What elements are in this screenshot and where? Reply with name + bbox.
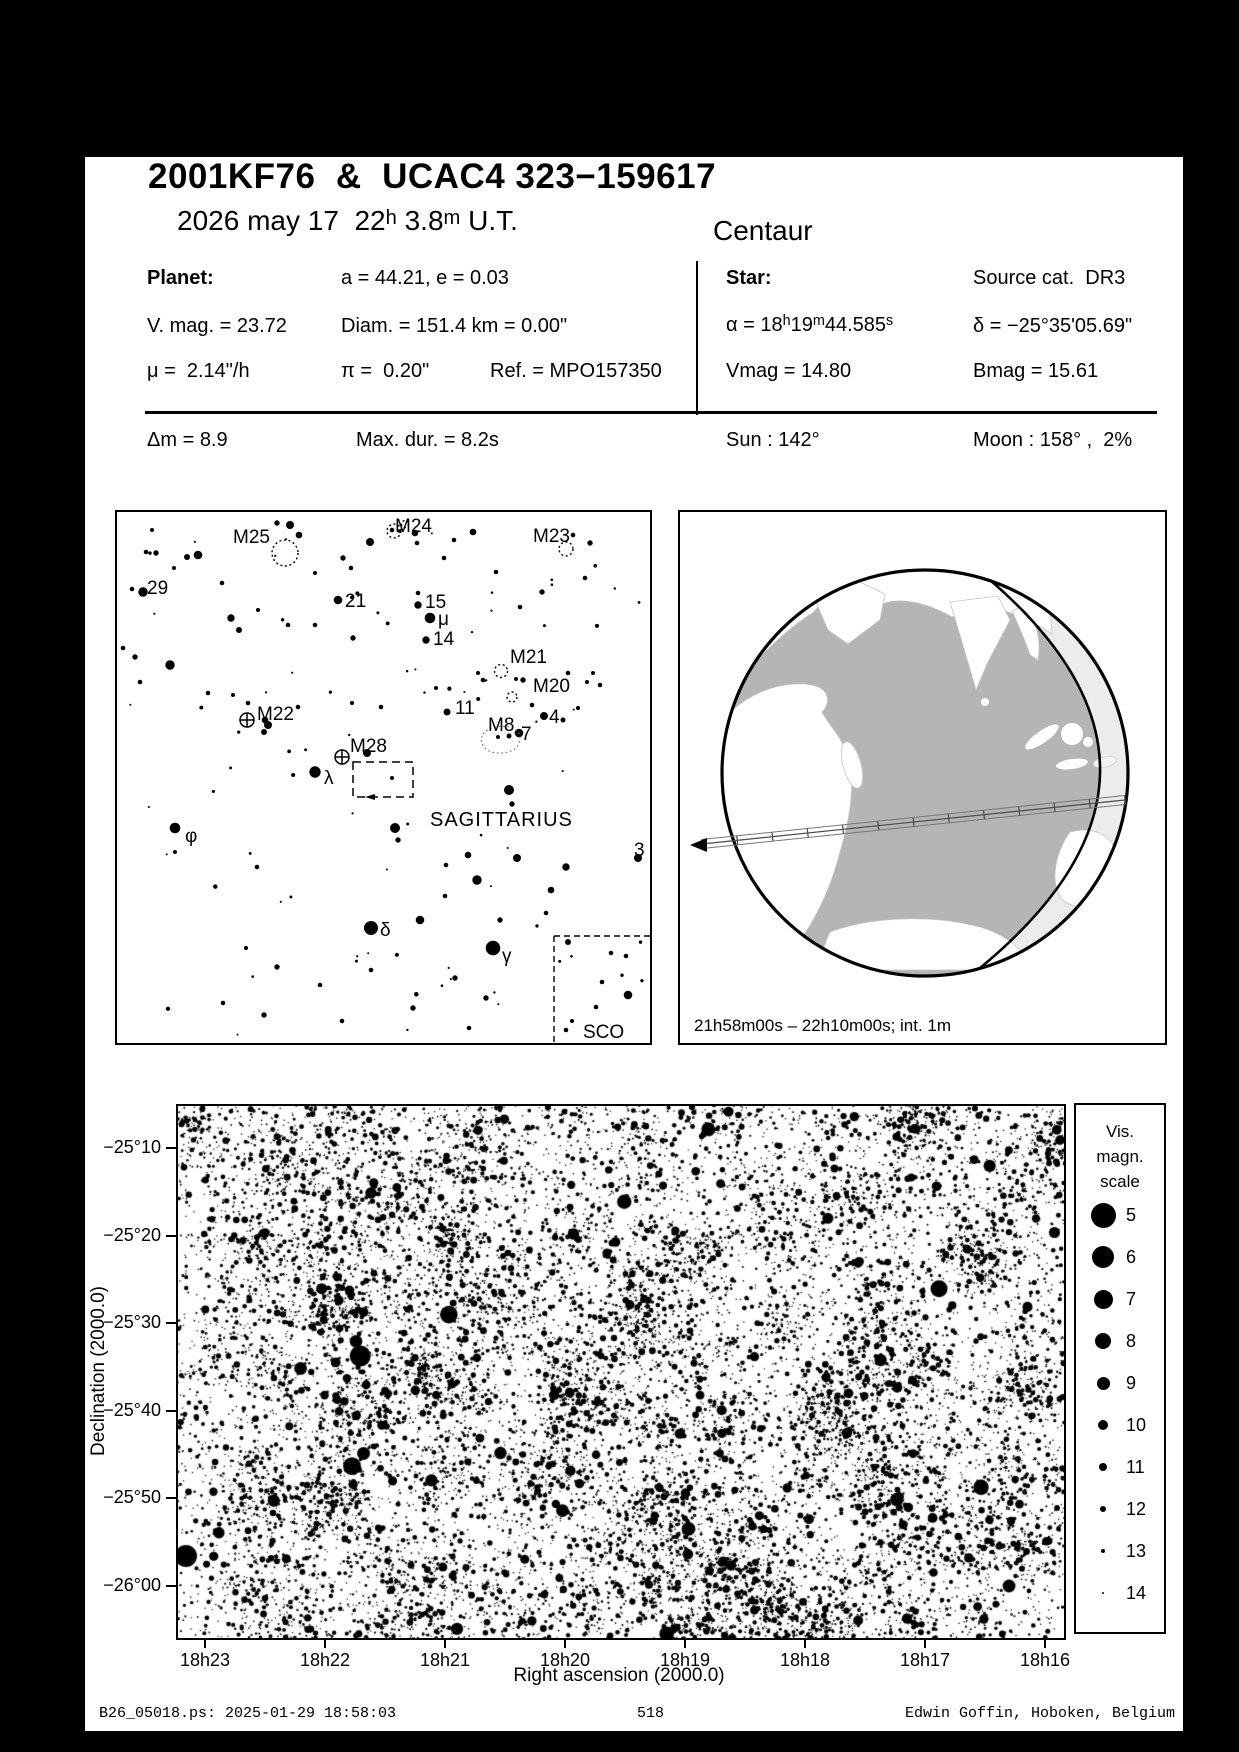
y-tick — [166, 1585, 176, 1587]
svg-text:M24: M24 — [395, 516, 432, 537]
page-footer — [85, 1705, 1183, 1722]
magnitude-value: 8 — [1126, 1330, 1137, 1351]
planet-pi: π = 0.20" — [341, 360, 430, 382]
svg-text:M22: M22 — [257, 704, 294, 725]
magnitude-value: 10 — [1126, 1414, 1147, 1435]
planet-mu: μ = 2.14"/h — [147, 360, 250, 382]
magnitude-value: 5 — [1126, 1204, 1137, 1225]
x-tick-label: 18h19 — [659, 1650, 711, 1670]
magnitude-dot — [1099, 1463, 1107, 1471]
magnitude-dot — [1095, 1333, 1111, 1349]
star-chart-panel — [115, 510, 652, 1045]
svg-text:M28: M28 — [350, 736, 387, 757]
svg-text:φ: φ — [185, 826, 198, 847]
legend-row — [1076, 1278, 1164, 1320]
y-tick — [166, 1322, 176, 1324]
legend-title-line: Vis. — [1105, 1122, 1135, 1141]
legend-row — [1076, 1320, 1164, 1362]
x-tick-label: 18h22 — [299, 1650, 351, 1670]
legend-title — [1076, 1119, 1164, 1194]
planet-diameter: Diam. = 151.4 km = 0.00" — [341, 315, 568, 337]
legend-row — [1076, 1194, 1164, 1236]
moon-elongation: Moon : 158° , 2% — [973, 429, 1133, 451]
y-tick-label: −25°40 — [103, 1399, 161, 1420]
svg-text:11: 11 — [455, 698, 475, 719]
svg-text:14: 14 — [433, 629, 455, 650]
y-tick-label: −25°30 — [103, 1312, 161, 1333]
footer-author: Edwin Goffin, Hoboken, Belgium — [904, 1705, 1175, 1722]
star-source-catalog: Source cat. DR3 — [973, 267, 1126, 289]
sun-elongation: Sun : 142° — [726, 429, 820, 451]
constellation-label-sco: SCO — [583, 1022, 625, 1043]
magnitude-legend — [1074, 1103, 1166, 1634]
page-title: 2001KF76 & UCAC4 323−159617 — [148, 157, 717, 196]
legend-row — [1076, 1488, 1164, 1530]
x-tick — [804, 1638, 806, 1648]
magnitude-dot — [1101, 1549, 1105, 1553]
globe-panel — [678, 510, 1167, 1045]
x-tick — [564, 1638, 566, 1648]
svg-text:15: 15 — [425, 592, 447, 613]
x-tick-label: 18h20 — [539, 1650, 591, 1670]
y-tick-label: −25°50 — [103, 1487, 161, 1508]
star-right-ascension: $\alpha = 18^h19^m44.585^s$ — [726, 313, 894, 336]
path-time-caption: 21h58m00s – 22h10m00s; int. 1m — [694, 1016, 952, 1035]
finder-chart-starfield — [178, 1106, 1064, 1638]
svg-text:δ: δ — [380, 920, 391, 941]
svg-text:M21: M21 — [510, 647, 547, 668]
magnitude-value: 13 — [1126, 1540, 1147, 1561]
footer-filename: B26_05018.ps: 2025-01-29 18:58:03 — [99, 1705, 397, 1722]
y-tick-label: −25°20 — [103, 1224, 161, 1245]
svg-text:λ: λ — [324, 768, 334, 789]
legend-row — [1076, 1362, 1164, 1404]
magnitude-value: 14 — [1126, 1582, 1147, 1603]
planet-vmag: V. mag. = 23.72 — [147, 315, 287, 337]
legend-row — [1076, 1446, 1164, 1488]
svg-text:M8: M8 — [488, 715, 515, 736]
svg-text:3: 3 — [634, 840, 645, 861]
legend-title-line: magn. — [1096, 1147, 1144, 1166]
planet-orbit: a = 44.21, e = 0.03 — [341, 267, 509, 289]
star-chart — [117, 512, 650, 1043]
occultation-globe — [680, 512, 1165, 1043]
magnitude-dot — [1094, 1290, 1113, 1309]
x-tick — [204, 1638, 206, 1648]
y-tick — [166, 1147, 176, 1149]
magnitude-drop: Δm = 8.9 — [147, 429, 228, 451]
star-declination: δ = −25°35'05.69" — [973, 315, 1133, 337]
x-tick-label: 18h16 — [1019, 1650, 1071, 1670]
star-heading: Star: — [726, 267, 772, 289]
magnitude-dot — [1098, 1420, 1108, 1430]
magnitude-dot — [1102, 1592, 1105, 1595]
constellation-label-sagittarius: SAGITTARIUS — [430, 809, 573, 831]
magnitude-value: 9 — [1126, 1372, 1137, 1393]
legend-title-line: scale — [1100, 1172, 1140, 1191]
magnitude-value: 7 — [1126, 1288, 1137, 1309]
minutes-superscript: m — [443, 207, 461, 229]
magnitude-value: 12 — [1126, 1498, 1147, 1519]
hours-superscript: h — [385, 207, 397, 229]
x-tick — [924, 1638, 926, 1648]
table-divider — [696, 261, 698, 415]
planet-heading: Planet: — [147, 267, 214, 289]
svg-text:μ: μ — [438, 609, 449, 630]
x-tick — [324, 1638, 326, 1648]
legend-row — [1076, 1530, 1164, 1572]
x-tick — [1044, 1638, 1046, 1648]
magnitude-dot — [1100, 1506, 1106, 1512]
constellation-name: Centaur — [713, 215, 813, 246]
x-tick-label: 18h23 — [179, 1650, 231, 1670]
y-tick — [166, 1497, 176, 1499]
x-axis-title: Right ascension (2000.0) — [513, 1665, 725, 1686]
magnitude-dot — [1091, 1203, 1116, 1228]
legend-row — [1076, 1572, 1164, 1614]
event-datetime: 2026 may 17 22$^h$ 3.8$^m$ U.T. — [177, 205, 518, 236]
max-duration: Max. dur. = 8.2s — [356, 429, 499, 451]
magnitude-value: 6 — [1126, 1246, 1137, 1267]
svg-text:29: 29 — [147, 578, 169, 599]
svg-text:γ: γ — [502, 946, 512, 967]
finder-chart-frame — [176, 1104, 1066, 1640]
star-vmag: Vmag = 14.80 — [726, 360, 852, 382]
x-tick-label: 18h21 — [419, 1650, 471, 1670]
table-rule — [145, 411, 1157, 414]
magnitude-dot — [1097, 1377, 1110, 1390]
legend-row — [1076, 1404, 1164, 1446]
y-tick-label: −26°00 — [103, 1575, 161, 1595]
paper-page — [85, 157, 1183, 1731]
x-tick-label: 18h18 — [779, 1650, 831, 1670]
legend-rows — [1076, 1194, 1164, 1614]
magnitude-value: 11 — [1126, 1456, 1145, 1477]
star-bmag: Bmag = 15.61 — [973, 360, 1099, 382]
svg-text:4: 4 — [549, 707, 560, 728]
svg-text:M23: M23 — [533, 526, 570, 547]
svg-text:M20: M20 — [533, 676, 570, 697]
x-tick-label: 18h17 — [899, 1650, 951, 1670]
y-tick — [166, 1410, 176, 1412]
magnitude-dot — [1092, 1246, 1114, 1268]
y-tick-label: −25°10 — [103, 1137, 161, 1157]
y-tick — [166, 1235, 176, 1237]
svg-text:7: 7 — [521, 724, 532, 745]
legend-row — [1076, 1236, 1164, 1278]
svg-text:M25: M25 — [233, 527, 270, 548]
planet-reference: Ref. = MPO157350 — [490, 360, 662, 382]
svg-text:21: 21 — [345, 591, 367, 612]
x-tick — [444, 1638, 446, 1648]
footer-page-number: 518 — [637, 1705, 665, 1722]
y-axis-title: Declination (2000.0) — [88, 1285, 109, 1457]
x-tick — [684, 1638, 686, 1648]
